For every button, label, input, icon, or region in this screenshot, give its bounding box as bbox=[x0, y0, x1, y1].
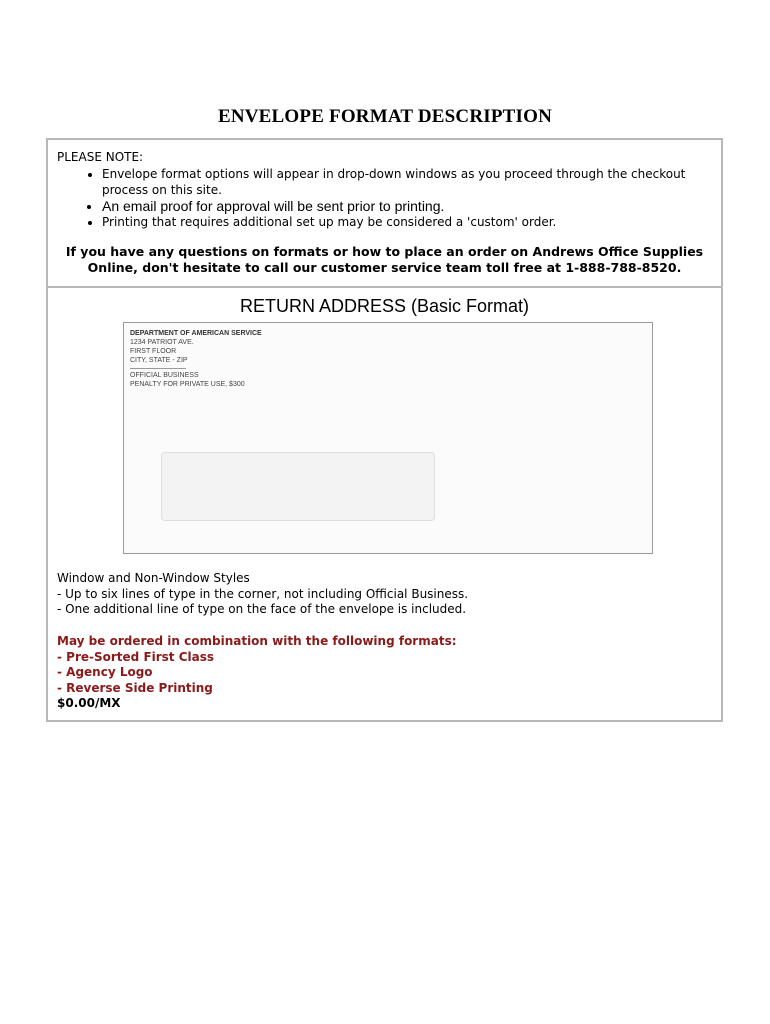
combination-format-item: - Reverse Side Printing bbox=[57, 680, 213, 695]
note-item: • Envelope format options will appear in drop-down windows as you proceed through the checkout process on this site. bbox=[102, 166, 692, 198]
price-label: $0.00/MX bbox=[57, 696, 121, 710]
envelope-address-line: 1234 PATRIOT AVE. bbox=[130, 339, 194, 346]
envelope-window bbox=[161, 452, 435, 521]
combination-format-item: - Pre-Sorted First Class bbox=[57, 649, 215, 664]
envelope-address-line: FIRST FLOOR bbox=[130, 348, 177, 355]
styles-heading: Window and Non-Window Styles bbox=[57, 571, 250, 585]
envelope-return-address bbox=[130, 329, 262, 389]
styles-line: - Up to six lines of type in the corner, not including Official Business. bbox=[57, 586, 469, 601]
styles-line: - One additional line of type on the face of the envelope is included. bbox=[57, 602, 467, 616]
note-list bbox=[68, 166, 692, 230]
combination-formats bbox=[57, 634, 457, 712]
format-description-box bbox=[46, 138, 723, 722]
envelope-divider bbox=[130, 368, 186, 369]
note-item: • Printing that requires additional set up may be considered a 'custom' order. bbox=[102, 214, 692, 230]
styles-description bbox=[57, 571, 468, 618]
note-heading: PLEASE NOTE: bbox=[57, 150, 144, 164]
combination-heading: May be ordered in combination with the following formats: bbox=[57, 634, 457, 648]
envelope-sample-image bbox=[123, 322, 653, 554]
note-item: • An email proof for approval will be sent prior to printing. bbox=[102, 198, 692, 214]
envelope-official-line: PENALTY FOR PRIVATE USE, $300 bbox=[130, 381, 245, 388]
envelope-official-line: OFFICIAL BUSINESS bbox=[130, 372, 199, 379]
please-note-section bbox=[48, 140, 721, 288]
envelope-address-line: DEPARTMENT OF AMERICAN SERVICE bbox=[130, 330, 262, 337]
page-title: ENVELOPE FORMAT DESCRIPTION bbox=[217, 106, 553, 127]
envelope-address-line: CITY, STATE - ZIP bbox=[130, 357, 188, 364]
section-title: RETURN ADDRESS (Basic Format) bbox=[239, 296, 530, 316]
combination-format-item: - Agency Logo bbox=[57, 665, 153, 679]
contact-message: If you have any questions on formats or how to place an order on Andrews Office Supplies Online, don't hesitate to call our customer service team toll free at 1-888-788-8520. bbox=[65, 244, 704, 275]
